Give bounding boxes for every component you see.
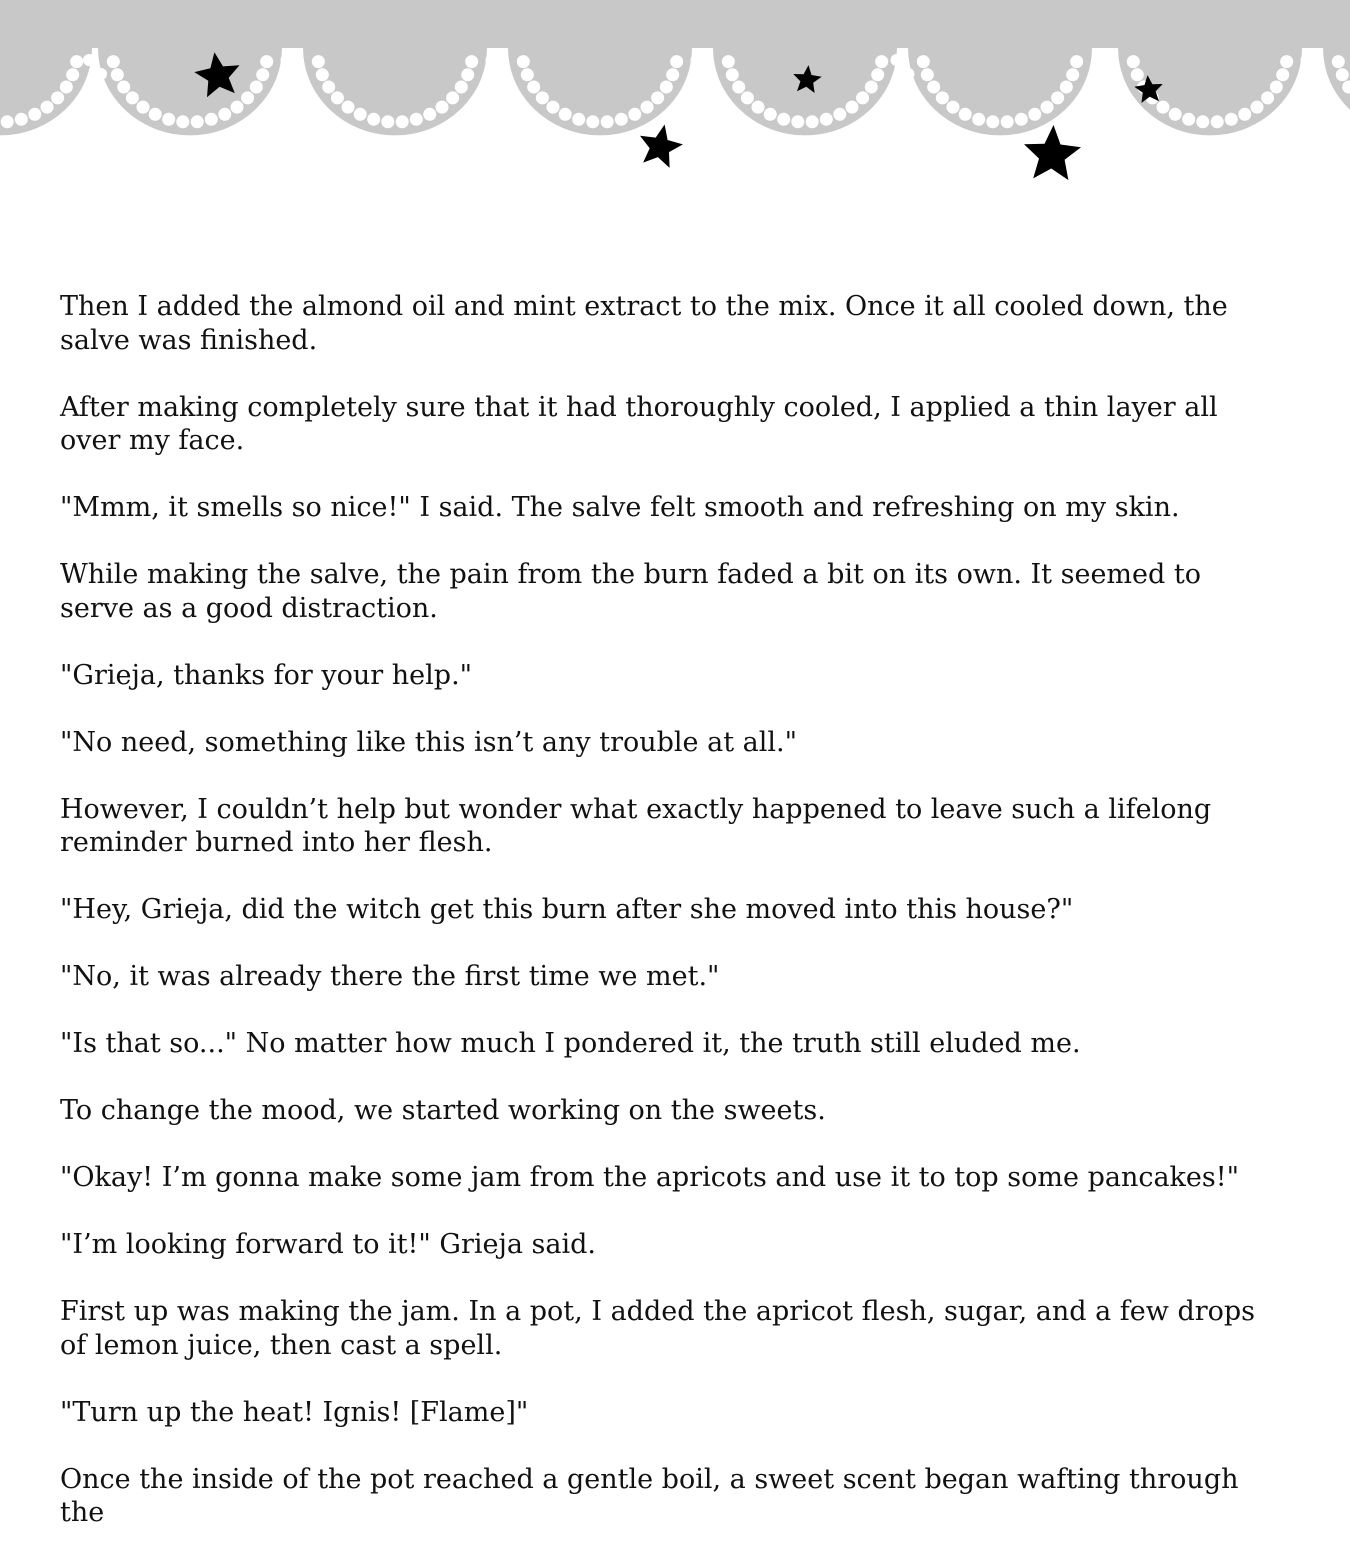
paragraph: "Is that so..." No matter how much I pondered it, the truth still eluded me. xyxy=(60,1028,1081,1059)
lace-bead xyxy=(1211,115,1224,128)
lace-bead xyxy=(51,91,64,104)
lace-bead xyxy=(41,101,54,114)
lace-bead xyxy=(521,68,534,81)
lace-bead xyxy=(66,68,79,81)
paragraph: After making completely sure that it had thoroughly cooled, I applied a thin layer all over my face. xyxy=(60,391,1227,456)
lace-bead xyxy=(1182,113,1195,126)
paragraph: "No need, something like this isn’t any trouble at all." xyxy=(60,726,798,758)
lace-bead xyxy=(312,55,325,68)
lace-bead xyxy=(455,81,468,94)
lace-bead xyxy=(1,115,14,128)
lace-bead xyxy=(95,68,107,80)
lace-bead xyxy=(547,101,560,114)
lace-bead xyxy=(1251,101,1264,114)
lace-bead xyxy=(536,91,549,104)
lace-bead xyxy=(486,54,498,66)
lace-bead xyxy=(641,101,654,114)
lace-bead xyxy=(436,101,449,114)
lace-bead xyxy=(1093,82,1105,94)
lace-bead xyxy=(322,81,335,94)
lace-bead xyxy=(446,91,459,104)
lace-bead xyxy=(1041,101,1054,114)
lace-bead xyxy=(732,81,745,94)
lace-bead xyxy=(921,68,934,81)
lace-bead xyxy=(1332,55,1345,68)
lace-bead xyxy=(666,68,679,81)
paragraph: "Turn up the heat! Ignis! [Flame]" xyxy=(60,1396,529,1428)
paragraph: Then I added the almond oil and mint extract to the mix. Once it all cooled down, the salve was finished. xyxy=(60,291,1237,356)
lace-bead xyxy=(517,55,530,68)
lace-bead xyxy=(498,96,510,108)
lace-bead xyxy=(1301,82,1313,94)
star-icon xyxy=(1024,125,1081,180)
lace-bead xyxy=(1127,55,1140,68)
lace-bead xyxy=(660,81,673,94)
lace-bead xyxy=(486,82,498,94)
lace-bead xyxy=(959,108,972,121)
lace-bead xyxy=(1261,91,1274,104)
lace-bead xyxy=(856,91,869,104)
lace-bead xyxy=(281,82,293,94)
lace-bead xyxy=(572,113,585,126)
lace-bead xyxy=(1105,96,1117,108)
lace-bead xyxy=(1051,91,1064,104)
lace-bead xyxy=(1028,108,1041,121)
lace-bead xyxy=(331,91,344,104)
lace-bead xyxy=(972,113,985,126)
lace-bead xyxy=(1336,68,1349,81)
lace-bead xyxy=(354,108,367,121)
lace-bead xyxy=(250,81,263,94)
lace-bead xyxy=(461,68,474,81)
lace-bead xyxy=(875,55,888,68)
lace-bead xyxy=(846,101,859,114)
paragraph: To change the mood, we started working on the sweets. xyxy=(60,1095,826,1126)
lace-bead xyxy=(410,113,423,126)
star-icon xyxy=(640,125,683,168)
lace-bead xyxy=(1301,54,1313,66)
lace-bead xyxy=(670,55,683,68)
lace-bead xyxy=(231,101,244,114)
lace-bead xyxy=(1169,108,1182,121)
lace-bead xyxy=(342,101,355,114)
lace-bead xyxy=(777,113,790,126)
lace-bead xyxy=(1270,81,1283,94)
lace-bead xyxy=(903,96,915,108)
lace-bead xyxy=(936,91,949,104)
lace-bead xyxy=(83,54,95,66)
lace-bead xyxy=(741,91,754,104)
lace-bead xyxy=(498,68,510,80)
lace-bead xyxy=(70,55,83,68)
lace-bead xyxy=(1131,68,1144,81)
lace-bead xyxy=(903,68,915,80)
lace-bead xyxy=(651,91,664,104)
paragraph: "I’m looking forward to it!" Grieja said. xyxy=(60,1229,597,1260)
lace-bead xyxy=(628,108,641,121)
lace-bead xyxy=(1196,115,1209,128)
lace-bead xyxy=(1276,68,1289,81)
lace-bead xyxy=(95,96,107,108)
paragraph: "Mmm, it smells so nice!" I said. The salve felt smooth and refreshing on my skin. xyxy=(60,492,1180,523)
lace-bead xyxy=(703,96,715,108)
lace-bead xyxy=(1015,113,1028,126)
lace-bead xyxy=(205,113,218,126)
lace-bead xyxy=(1001,115,1014,128)
scalloped-lace-banner xyxy=(0,0,1350,200)
lace-bead xyxy=(149,108,162,121)
lace-bead xyxy=(1070,55,1083,68)
lace-bead xyxy=(722,55,735,68)
lace-bead xyxy=(1066,68,1079,81)
lace-bead xyxy=(293,68,305,80)
lace-bead xyxy=(726,68,739,81)
lace-bead xyxy=(764,108,777,121)
lace-bead xyxy=(986,115,999,128)
lace-bead xyxy=(1093,54,1105,66)
lace-bead xyxy=(176,115,189,128)
lace-bead xyxy=(107,55,120,68)
lace-bead xyxy=(1105,68,1117,80)
lace-bead xyxy=(752,101,765,114)
lace-bead xyxy=(871,68,884,81)
lace-bead xyxy=(947,101,960,114)
paragraph: "No, it was already there the first time we met." xyxy=(60,961,720,992)
paragraph: "Grieja, thanks for your help." xyxy=(60,659,473,691)
lace-bead xyxy=(806,115,819,128)
lace-bead xyxy=(241,91,254,104)
lace-bead xyxy=(1313,68,1325,80)
lace-bead xyxy=(601,115,614,128)
paragraph: First up was making the jam. In a pot, I added the apricot flesh, sugar, and a few drops of lemon juice, then cast a spell. xyxy=(60,1296,1264,1361)
lace-bead xyxy=(1313,96,1325,108)
lace-bead xyxy=(465,55,478,68)
lace-bead xyxy=(218,108,231,121)
lace-bead xyxy=(559,108,572,121)
lace-bead xyxy=(423,108,436,121)
lace-bead xyxy=(820,113,833,126)
lace-bead xyxy=(396,115,409,128)
lace-bead xyxy=(60,81,73,94)
lace-bead xyxy=(191,115,204,128)
lace-bead xyxy=(1157,101,1170,114)
lace-bead xyxy=(1060,81,1073,94)
lace-bead xyxy=(137,101,150,114)
lace-bead xyxy=(83,82,95,94)
lace-bead xyxy=(691,82,703,94)
lace-bead xyxy=(615,113,628,126)
lace-bead xyxy=(891,82,903,94)
lace-bead xyxy=(917,55,930,68)
paragraph: Once the inside of the pot reached a gentle boil, a sweet scent began wafting through the xyxy=(60,1463,1248,1528)
lace-bead xyxy=(367,113,380,126)
lace-bead xyxy=(527,81,540,94)
lace-bead xyxy=(1225,113,1238,126)
lace-bead xyxy=(111,68,124,81)
lace-bead xyxy=(833,108,846,121)
lace-bead xyxy=(28,108,41,121)
paragraph: While making the salve, the pain from the burn faded a bit on its own. It seemed to serve as a good distraction. xyxy=(60,559,1210,624)
lace-bead xyxy=(316,68,329,81)
lace-bead xyxy=(1280,55,1293,68)
lace-bead xyxy=(15,113,28,126)
lace-bead xyxy=(126,91,139,104)
story-text xyxy=(60,290,1280,1563)
lace-bead xyxy=(791,115,804,128)
paragraph: "Okay! I’m gonna make some jam from the apricots and use it to top some pancakes!" xyxy=(60,1162,1240,1193)
lace-bead xyxy=(260,55,273,68)
paragraph: "Hey, Grieja, did the witch get this burn after she moved into this house?" xyxy=(60,894,1074,925)
lace-bead xyxy=(162,113,175,126)
lace-bead xyxy=(703,68,715,80)
lace-bead xyxy=(293,96,305,108)
lace-bead xyxy=(381,115,394,128)
lace-bead xyxy=(1238,108,1251,121)
lace-bead xyxy=(586,115,599,128)
lace-bead xyxy=(281,54,293,66)
lace-bead xyxy=(691,54,703,66)
paragraph: However, I couldn’t help but wonder what exactly happened to leave such a lifelong reminder burned into her flesh. xyxy=(60,793,1220,858)
lace-bead xyxy=(117,81,130,94)
lace-bead xyxy=(865,81,878,94)
lace-bead xyxy=(927,81,940,94)
lace-bead xyxy=(256,68,269,81)
lace-bead xyxy=(891,54,903,66)
